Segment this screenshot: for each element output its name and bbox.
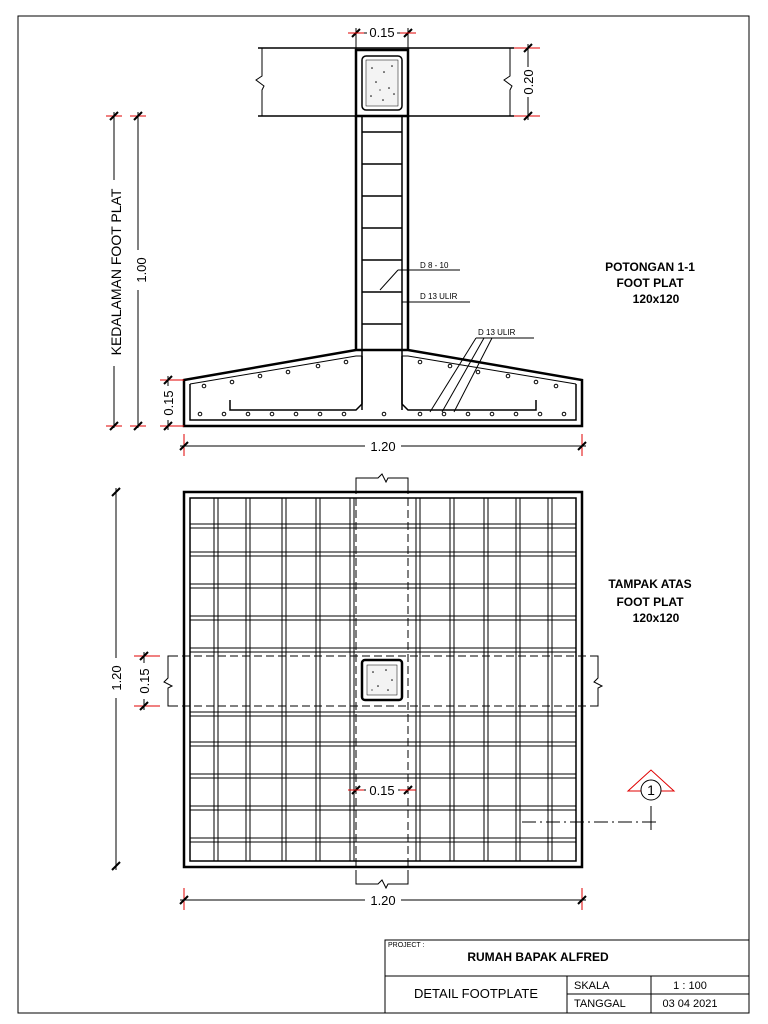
beam-break-left	[256, 48, 264, 116]
depth-label: KEDALAMAN FOOT PLAT	[108, 188, 124, 356]
date-value: 03 04 2021	[662, 998, 718, 1010]
rebar-dot	[442, 412, 446, 416]
plan-width-dim: 1.20	[370, 893, 396, 908]
stirrup-group	[362, 132, 402, 324]
section-title-line-3: 120x120	[632, 292, 680, 306]
rebar-dot	[466, 412, 470, 416]
rebar-dot	[270, 412, 274, 416]
section-marker-number: 1	[647, 782, 655, 798]
depth-dim: 1.00	[134, 257, 149, 283]
section-title-line-2: FOOT PLAT	[616, 276, 684, 290]
strip-break-left	[164, 656, 172, 706]
plate-top-rebar-left	[190, 356, 362, 384]
rebar-dot	[198, 412, 202, 416]
rebar-dot	[202, 384, 206, 388]
beam-height-dim: 0.20	[521, 69, 536, 95]
plate-bar-leader-3	[454, 338, 492, 412]
stirrup-label: D 8 - 10	[420, 261, 449, 270]
rebar-dot	[258, 374, 262, 378]
rebar-dot	[230, 380, 234, 384]
rebar-dot	[562, 412, 566, 416]
beam-break-right	[504, 48, 512, 116]
sheet-border	[18, 16, 749, 1013]
column-concrete-hatch	[366, 60, 398, 106]
rebar-dot	[448, 364, 452, 368]
plan-title-line-2: FOOT PLAT	[616, 595, 684, 609]
section-drawing	[106, 24, 695, 456]
rebar-dot	[476, 370, 480, 374]
rebar-dot	[506, 374, 510, 378]
project-name: RUMAH BAPAK ALFRED	[467, 950, 609, 964]
rebar-dot	[534, 380, 538, 384]
rebar-dot	[316, 364, 320, 368]
rebar-dot	[286, 370, 290, 374]
date-label: TANGGAL	[574, 998, 626, 1010]
rebar-dot	[344, 360, 348, 364]
plate-bar-label: D 13 ULIR	[478, 328, 516, 337]
rebar-dot	[554, 384, 558, 388]
rebar-dot	[222, 412, 226, 416]
column-bar-label: D 13 ULIR	[420, 292, 458, 301]
plate-width-dim: 1.20	[370, 439, 396, 454]
rebar-dot	[418, 412, 422, 416]
strip-break-top	[356, 474, 408, 486]
scale-value: 1 : 100	[673, 980, 707, 992]
rebar-dot	[418, 360, 422, 364]
drawing-name: DETAIL FOOTPLATE	[413, 986, 539, 1001]
rebar-dot	[514, 412, 518, 416]
stirrup-leader-diag	[380, 270, 398, 290]
project-label: PROJECT :	[388, 942, 425, 949]
section-title-line-1: POTONGAN 1-1	[605, 260, 695, 274]
plate-bar-leader-2	[442, 338, 484, 412]
rebar-dot	[246, 412, 250, 416]
plate-top-rebar-right	[402, 356, 576, 384]
column-hook-left	[230, 356, 362, 410]
rebar-dot	[538, 412, 542, 416]
rebar-dot	[342, 412, 346, 416]
column-width-dim: 0.15	[369, 25, 395, 40]
scale-label: SKALA	[574, 980, 610, 992]
rebar-dot	[318, 412, 322, 416]
rebar-dot	[294, 412, 298, 416]
plate-bar-leader-1	[430, 338, 476, 412]
plate-thickness-dim: 0.15	[161, 390, 176, 416]
plan-strip-dim: 0.15	[137, 668, 152, 694]
strip-break-bottom	[356, 876, 408, 888]
rebar-dot	[382, 412, 386, 416]
plan-length-dim: 1.20	[109, 665, 124, 691]
plan-drawing	[108, 474, 692, 910]
title-block	[385, 940, 749, 1013]
plan-title-line-1: TAMPAK ATAS	[608, 577, 692, 591]
plan-title-line-3: 120x120	[632, 611, 680, 625]
strip-break-right	[594, 656, 602, 706]
rebar-dot	[490, 412, 494, 416]
plan-column-dim: 0.15	[369, 783, 395, 798]
